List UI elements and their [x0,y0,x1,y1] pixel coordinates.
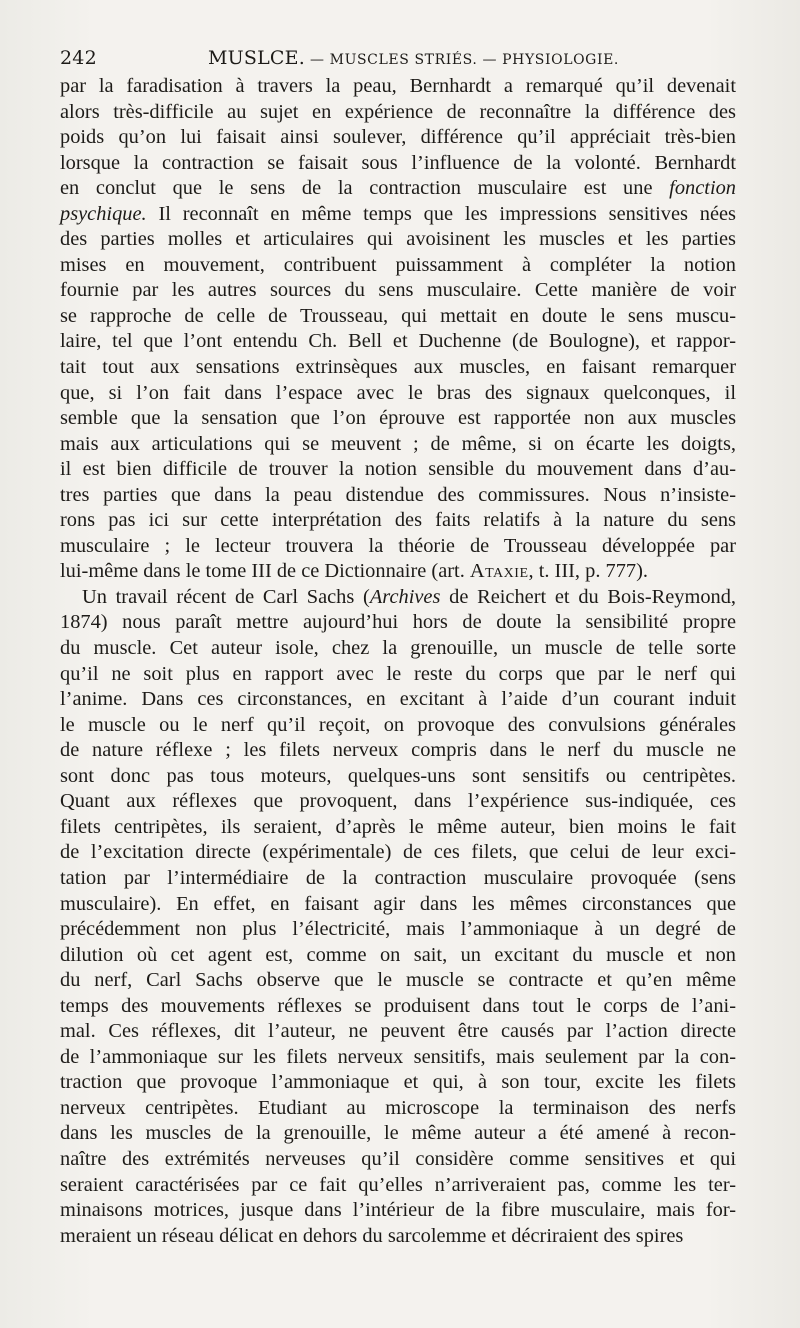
title-section: PHYSIOLOGIE. [502,52,619,68]
text-line: dans les muscles de la grenouille, le même auteur a été amené à recon- [60,1122,736,1145]
title-sep-1: — [304,52,330,68]
text-line: se rapproche de celle de Trousseau, qui mettait en doute le sens muscu- [60,304,736,327]
text-line: 1874) nous paraît mettre aujourd’hui hors de doute la sensibilité propre [60,611,736,634]
text-line: naître des extrémités nerveuses qu’il considère comme sensitives et qui [60,1147,736,1170]
text-line: mal. Ces réflexes, dit l’auteur, ne peuvent être causés par l’action directe [60,1020,736,1043]
text-line: lorsque la contraction se faisait sous l’influence de la volonté. Bernhardt [60,151,736,174]
text-line: rons pas ici sur cette interprétation des faits relatifs à la nature du sens [60,509,736,532]
text-line: lui-même dans le tome III de ce Dictionnaire (art. Ataxie, t. III, p. 777). [60,560,648,583]
text-line: mises en mouvement, contribuent puissamment à compléter la notion [60,253,736,276]
text-line: de l’excitation directe (expérimentale) de ces filets, que celui de leur exci- [60,841,736,864]
text-line: tres parties que dans la peau distendue des commissures. Nous n’insiste- [60,483,736,506]
title-sub: MUSCLES STRIÉS. [329,52,478,68]
paragraph [60,585,736,1249]
running-title [208,44,619,74]
text-line: poids qu’on lui faisait ainsi soulever, différence qu’il appréciait très-bien [60,126,736,149]
text-line: du nerf, Carl Sachs observe que le muscle se contracte et qu’en même [60,969,736,992]
text-line: il est bien difficile de trouver la notion sensible du mouvement dans d’au- [60,458,736,481]
text-line: mais aux articulations qui se meuvent ; de même, si on écarte les doigts, [60,432,736,455]
text-line: filets centripètes, ils seraient, d’après le même auteur, bien moins le fait [60,815,736,838]
text-line: psychique. Il reconnaît en même temps que les impressions sensitives nées [60,202,736,225]
text-line: minaisons motrices, jusque dans l’intérieur de la fibre musculaire, mais for- [60,1199,736,1222]
body-text [60,74,736,1249]
text-line: tation par l’intermédiaire de la contraction musculaire provoquée (sens [60,866,736,889]
text-line: dilution où cet agent est, comme on sait, un excitant du muscle et non [60,943,736,966]
text-line: des parties molles et articulaires qui avoisinent les muscles et les parties [60,228,736,251]
text-line: Un travail récent de Carl Sachs (Archives de Reichert et du Bois-Reymond, [82,585,737,608]
title-main: MUSLCE. [208,47,305,69]
text-line: laire, tel que l’ont entendu Ch. Bell et Duchenne (de Boulogne), et rappor- [60,330,736,353]
text-line: de l’ammoniaque sur les filets nerveux sensitifs, mais seulement par la con- [60,1045,736,1068]
text-line: musculaire ; le lecteur trouvera la théorie de Trousseau développée par [60,534,736,557]
text-line: sont donc pas tous moteurs, quelques-uns sont sensitifs ou centripètes. [60,764,736,787]
text-line: du muscle. Cet auteur isole, chez la grenouille, un muscle de telle sorte [60,637,736,660]
text-line: semble que la sensation que l’on éprouve est rapportée non aux muscles [60,407,736,430]
text-line: le muscle ou le nerf qu’il reçoit, on provoque des convulsions générales [60,713,736,736]
text-line: tait tout aux sensations extrinsèques aux muscles, en faisant remarquer [60,356,736,379]
text-line: de nature réflexe ; les filets nerveux compris dans le nerf du muscle ne [60,739,736,762]
text-line: alors très-difficile au sujet en expérience de reconnaître la différence des [60,100,736,123]
text-line: fournie par les autres sources du sens musculaire. Cette manière de voir [60,279,736,302]
text-line: Quant aux réflexes que provoquent, dans l’expérience sus-indiquée, ces [60,790,736,813]
text-line: nerveux centripètes. Etudiant au microscope la terminaison des nerfs [60,1096,736,1119]
running-header [60,44,736,72]
paragraph [60,74,736,585]
text-line: en conclut que le sens de la contraction musculaire est une fonction [60,177,736,200]
text-line: traction que provoque l’ammoniaque et qui, à son tour, excite les filets [60,1071,736,1094]
text-line: temps des mouvements réflexes se produisent dans tout le corps de l’ani- [60,994,736,1017]
text-line: précédemment non plus l’électricité, mais l’ammoniaque à un degré de [60,918,736,941]
text-line: par la faradisation à travers la peau, Bernhardt a remarqué qu’il devenait [60,75,736,97]
text-line: l’anime. Dans ces circonstances, en excitant à l’aide d’un courant induit [60,688,736,711]
text-line: meraient un réseau délicat en dehors du sarcolemme et décriraient des spires [60,1224,684,1247]
text-line: que, si l’on fait dans l’espace avec le bras des signaux quelconques, il [60,381,736,404]
text-line: qu’il ne soit plus en rapport avec le reste du corps que par le nerf qui [60,662,736,685]
text-line: seraient caractérisées par ce fait qu’elles n’arriveraient pas, comme les ter- [60,1173,736,1196]
title-sep-2: — [477,52,503,68]
page-number: 242 [60,47,97,69]
text-line: musculaire). En effet, en faisant agir dans les mêmes circonstances que [60,892,736,915]
